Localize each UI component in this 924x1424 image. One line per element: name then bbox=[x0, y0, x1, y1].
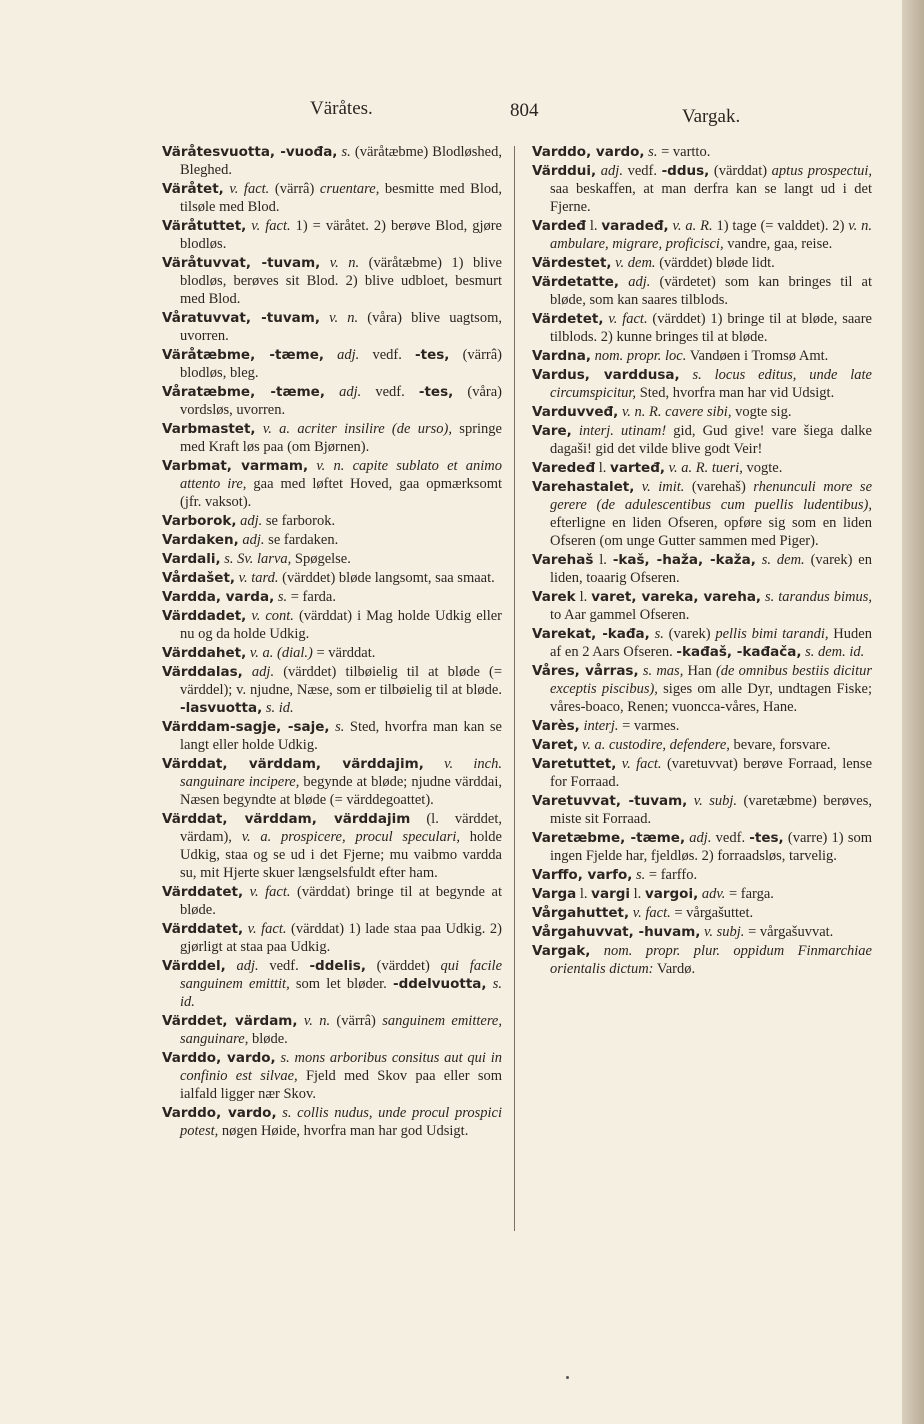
dictionary-entry bbox=[162, 217, 502, 253]
latin-gloss: s. bbox=[274, 589, 288, 605]
definition-text: Vandøen i Tromsø Amt. bbox=[686, 348, 829, 364]
header-left-guideword: Väråtes. bbox=[310, 98, 373, 119]
latin-gloss: s. bbox=[649, 626, 664, 642]
dictionary-entry bbox=[532, 162, 872, 216]
headword: Värddel, bbox=[162, 958, 226, 974]
latin-gloss: v. n. ambulare, migrare, proficisci, bbox=[550, 218, 872, 252]
dictionary-entry bbox=[162, 346, 502, 382]
latin-gloss: s. locus editus, unde late circumspicitur, bbox=[550, 367, 872, 401]
definition-text: (varek) en liden, toaarig Ofseren. bbox=[550, 552, 872, 586]
headword: Värddam-sagje, -saje, bbox=[162, 719, 330, 735]
dictionary-entry bbox=[162, 663, 502, 717]
dictionary-entry bbox=[162, 457, 502, 511]
definition-text: besmitte med Blod, tilsøle med Blod. bbox=[180, 181, 503, 215]
headword: varet, vareka, vareha, bbox=[591, 589, 762, 605]
definition-text: begynde at bløde; njudne värddai, Næsen begyndte at bløde (= värddegoattet). bbox=[180, 774, 502, 808]
definition-text: (värddet) bløde langsomt, saa smaat. bbox=[278, 570, 495, 586]
latin-gloss: s. collis nudus, unde procul prospici potest, bbox=[180, 1105, 502, 1139]
latin-gloss: adj. bbox=[236, 513, 263, 529]
headword: Vardeđ bbox=[532, 218, 586, 234]
definition-text: (värrâ) blodløs, bleg. bbox=[180, 347, 502, 381]
dictionary-entry bbox=[532, 478, 872, 550]
definition-text: vogte. bbox=[742, 460, 783, 476]
definition-text: l. bbox=[585, 218, 602, 234]
left-column bbox=[162, 143, 502, 1141]
definition-text: (väråtæbme) 1) blive blodløs, berøves sit Blod. 2) blive udbloet, besmurt med Blod. bbox=[180, 255, 502, 307]
dictionary-entry bbox=[162, 920, 502, 956]
headword: Väråtesvuotta, -vuođa, bbox=[162, 144, 338, 160]
definition-text: = farda. bbox=[287, 589, 336, 605]
dictionary-entry bbox=[532, 829, 872, 865]
definition-text: Spøgelse. bbox=[291, 551, 351, 567]
headword: Varbmat, varmam, bbox=[162, 458, 309, 474]
latin-gloss: v. tard. bbox=[235, 570, 279, 586]
latin-gloss: v. a. prospicere, procul speculari, bbox=[241, 829, 461, 845]
latin-gloss: sanguinem emittere, sanguinare, bbox=[180, 1013, 502, 1047]
definition-text: vedf. bbox=[359, 347, 416, 363]
headword: vargi bbox=[591, 886, 631, 902]
headword: Våratuvvat, -tuvam, bbox=[162, 310, 320, 326]
latin-gloss: adj. bbox=[324, 347, 360, 363]
headword: -ddelvuotta, bbox=[392, 976, 487, 992]
dictionary-entry bbox=[532, 736, 872, 754]
latin-gloss: v. fact. bbox=[243, 884, 291, 900]
headword: Varga bbox=[532, 886, 577, 902]
headword: Väråtæbme, -tæme, bbox=[162, 347, 324, 363]
latin-gloss: v. n. bbox=[297, 1013, 331, 1029]
dictionary-entry bbox=[532, 143, 872, 161]
headword: Varddo, vardo, bbox=[532, 144, 645, 160]
dictionary-entry bbox=[162, 309, 502, 345]
headword: Värddui, bbox=[532, 163, 597, 179]
definition-text: to Aar gammel Ofseren. bbox=[550, 607, 690, 623]
headword: Värddat, värddam, värddajim, bbox=[162, 756, 424, 772]
latin-gloss: adj. bbox=[324, 384, 362, 400]
running-header bbox=[160, 98, 760, 128]
headword: Vargak, bbox=[532, 943, 591, 959]
headword: Varddo, vardo, bbox=[162, 1105, 277, 1121]
latin-gloss: adj. bbox=[596, 163, 623, 179]
definition-text: (värddet) bbox=[365, 958, 441, 974]
headword: Väråtuvvat, -tuvam, bbox=[162, 255, 321, 271]
definition-text: l. bbox=[575, 589, 592, 605]
definition-text: gid, Gud give! vare šiega dalke dagaši! gid det vilde blive godt Veir! bbox=[550, 423, 872, 457]
dictionary-entry bbox=[162, 180, 502, 216]
definition-text: (värdetet) som kan bringes til at bløde, som kan saares tilblods. bbox=[550, 274, 872, 308]
dictionary-entry bbox=[162, 420, 502, 456]
headword: -ddelis, bbox=[309, 958, 366, 974]
definition-text: l. bbox=[630, 886, 645, 902]
headword: Väråtuttet, bbox=[162, 218, 247, 234]
headword: varadeđ, bbox=[601, 218, 669, 234]
definition-text: vandre, gaa, reise. bbox=[723, 236, 833, 252]
headword: Värdetet, bbox=[532, 311, 604, 327]
dictionary-entry bbox=[532, 422, 872, 458]
latin-gloss: s. mas, bbox=[638, 663, 688, 679]
headword: Vardus, varddusa, bbox=[532, 367, 680, 383]
definition-text: l. bbox=[595, 460, 611, 476]
latin-gloss: s. bbox=[337, 144, 351, 160]
right-column bbox=[532, 143, 872, 979]
headword: Varès, bbox=[532, 718, 580, 734]
latin-gloss: (de omnibus bestiis dicitur exceptis piscibus), bbox=[550, 663, 872, 697]
dictionary-entry bbox=[532, 625, 872, 661]
definition-text: vogte sig. bbox=[731, 404, 792, 420]
headword: Värddet, värdam, bbox=[162, 1013, 298, 1029]
definition-text: l. bbox=[593, 552, 613, 568]
latin-gloss: interj. utinam! bbox=[571, 423, 667, 439]
latin-gloss: v. fact. bbox=[246, 218, 291, 234]
latin-gloss: adj. bbox=[242, 664, 275, 680]
definition-text: se fardaken. bbox=[264, 532, 339, 548]
definition-text: = värddat. bbox=[312, 645, 376, 661]
definition-text: (varetuvvat) berøve Forraad, lense for Forraad. bbox=[550, 756, 872, 790]
definition-text: (varetæbme) berøves, miste sit Forraad. bbox=[550, 793, 872, 827]
ink-speck bbox=[566, 1376, 569, 1379]
definition-text: holde Udkig, staa og se ud i det Fjerne; mu vaibmo vardda su, mit Hjerte skuer længselsfuldt efter ham. bbox=[180, 829, 502, 881]
definition-text: vedf. bbox=[711, 830, 750, 846]
dictionary-entry bbox=[162, 531, 502, 549]
latin-gloss: v. n. capite sublato et animo attento ire, bbox=[180, 458, 503, 492]
headword: -tes, bbox=[749, 830, 784, 846]
headword: Varetuvvat, -tuvam, bbox=[532, 793, 688, 809]
definition-text: = vårgašuvvat. bbox=[744, 924, 834, 940]
definition-text: (värddat) i Mag holde Udkig eller nu og da holde Udkig. bbox=[180, 608, 502, 642]
page-edge bbox=[902, 0, 924, 1424]
headword: varteđ, bbox=[610, 460, 666, 476]
definition-text: = varmes. bbox=[618, 718, 680, 734]
definition-text: (värddet) bløde lidt. bbox=[655, 255, 775, 271]
latin-gloss: rhenunculi more se gerere (de adulescentibus cum puellis ludentibus), bbox=[550, 479, 873, 513]
latin-gloss: adj. bbox=[238, 532, 265, 548]
headword: Vare, bbox=[532, 423, 572, 439]
definition-text: = vårgašuttet. bbox=[670, 905, 754, 921]
dictionary-entry bbox=[162, 755, 502, 809]
dictionary-entry bbox=[162, 957, 502, 1011]
latin-gloss: v. cont. bbox=[246, 608, 294, 624]
latin-gloss: s. bbox=[329, 719, 345, 735]
dictionary-entry bbox=[162, 1049, 502, 1103]
definition-text: = farffo. bbox=[645, 867, 698, 883]
definition-text: (våra) blive uagtsom, uvorren. bbox=[180, 310, 502, 344]
latin-gloss: v. n. bbox=[319, 310, 359, 326]
headword: Varedeđ bbox=[532, 460, 596, 476]
latin-gloss: s. mons arboribus consitus aut qui in confinio est silvae, bbox=[180, 1050, 502, 1084]
dictionary-entry bbox=[532, 310, 872, 346]
headword: Värddalas, bbox=[162, 664, 243, 680]
definition-text: bløde. bbox=[248, 1031, 288, 1047]
headword: -tes, bbox=[418, 384, 454, 400]
definition-text: (väråtæbme) Blodløshed, Bleghed. bbox=[180, 144, 502, 178]
definition-text: nøgen Høide, hvorfra man har god Udsigt. bbox=[218, 1123, 469, 1139]
headword: -kađaš, -kađača, bbox=[676, 644, 802, 660]
dictionary-entry bbox=[162, 569, 502, 587]
headword: Varduvveđ, bbox=[532, 404, 619, 420]
latin-gloss: s. Sv. larva, bbox=[220, 551, 292, 567]
dictionary-entry bbox=[532, 942, 872, 978]
definition-text: Sted, hvorfra man har vid Udsigt. bbox=[636, 385, 835, 401]
latin-gloss: v. fact. bbox=[603, 311, 648, 327]
dictionary-entry bbox=[162, 810, 502, 882]
latin-gloss: nom. propr. loc. bbox=[591, 348, 687, 364]
dictionary-entry bbox=[532, 904, 872, 922]
column-divider bbox=[514, 146, 515, 1231]
dictionary-entry bbox=[532, 366, 872, 402]
dictionary-entry bbox=[162, 607, 502, 643]
latin-gloss: s. id. bbox=[262, 700, 294, 716]
dictionary-entry bbox=[532, 459, 872, 477]
latin-gloss: v. a. R. tueri, bbox=[665, 460, 743, 476]
definition-text: (värrâ) bbox=[330, 1013, 383, 1029]
definition-text: som let bløder. bbox=[289, 976, 393, 992]
definition-text: gaa med løftet Hoved, gaa opmærksomt (jfr. vaksot). bbox=[180, 476, 503, 510]
definition-text: Vardø. bbox=[653, 961, 696, 977]
latin-gloss: v. fact. bbox=[629, 905, 671, 921]
dictionary-entry bbox=[162, 1012, 502, 1048]
definition-text: = farga. bbox=[725, 886, 774, 902]
latin-gloss: s. bbox=[632, 867, 646, 883]
latin-gloss: cruentare, bbox=[319, 181, 380, 197]
dictionary-entry bbox=[532, 755, 872, 791]
latin-gloss: adv. bbox=[698, 886, 726, 902]
definition-text: (varre) 1) som ingen Fjelde har, fjeldløs. 2) forraadsløs, tarvelig. bbox=[550, 830, 873, 864]
headword: Vardaken, bbox=[162, 532, 239, 548]
headword: Varehastalet, bbox=[532, 479, 635, 495]
definition-text: (våra) vordsløs, uvorren. bbox=[180, 384, 502, 418]
headword: Värddatet, bbox=[162, 921, 244, 937]
latin-gloss: v. n. R. cavere sibi, bbox=[618, 404, 732, 420]
dictionary-entry bbox=[162, 1104, 502, 1140]
dictionary-entry bbox=[532, 588, 872, 624]
definition-text: (värddat) bringe til at begynde at bløde. bbox=[180, 884, 502, 918]
dictionary-entry bbox=[162, 383, 502, 419]
latin-gloss: v. a. (dial.) bbox=[246, 645, 313, 661]
dictionary-entry bbox=[162, 550, 502, 568]
headword: Värdetatte, bbox=[532, 274, 620, 290]
headword: Varetæbme, -tæme, bbox=[532, 830, 686, 846]
definition-text: bevare, forsvare. bbox=[729, 737, 831, 753]
latin-gloss: v. fact. bbox=[223, 181, 270, 197]
definition-text: (varehaš) bbox=[684, 479, 754, 495]
latin-gloss: nom. propr. plur. oppidum Finmarchiae orientalis dictum: bbox=[550, 943, 872, 977]
definition-text: (värddat) 1) lade staa paa Udkig. 2) gjørligt at staa paa Udkig. bbox=[180, 921, 503, 955]
dictionary-entry bbox=[162, 588, 502, 606]
latin-gloss: v. inch. sanguinare incipere, bbox=[180, 756, 502, 790]
headword: -ddus, bbox=[661, 163, 710, 179]
latin-gloss: s. dem. id. bbox=[801, 644, 865, 660]
headword: Vardda, varda, bbox=[162, 589, 275, 605]
definition-text: = vartto. bbox=[657, 144, 711, 160]
headword: Varet, bbox=[532, 737, 579, 753]
latin-gloss: v. imit. bbox=[634, 479, 685, 495]
headword: -lasvuotta, bbox=[180, 700, 263, 716]
dictionary-entry bbox=[532, 662, 872, 716]
dictionary-entry bbox=[532, 273, 872, 309]
definition-text: 1) = väråtet. 2) berøve Blod, gjøre blodløs. bbox=[180, 218, 502, 252]
dictionary-entry bbox=[162, 143, 502, 179]
latin-gloss: interj. bbox=[579, 718, 619, 734]
definition-text: siges om alle Dyr, undtagen Fiske; våres-boaco, Renen; vuonccа-våres, Hane. bbox=[550, 681, 872, 715]
latin-gloss: s. dem. bbox=[755, 552, 805, 568]
dictionary-entry bbox=[532, 923, 872, 941]
latin-gloss: v. a. R. bbox=[668, 218, 713, 234]
latin-gloss: v. fact. bbox=[243, 921, 287, 937]
dictionary-entry bbox=[532, 551, 872, 587]
dictionary-entry bbox=[162, 718, 502, 754]
dictionary-entry bbox=[162, 254, 502, 308]
definition-text: Huden af en 2 Aars Ofseren. bbox=[550, 626, 872, 660]
headword: Vardali, bbox=[162, 551, 221, 567]
dictionary-entry bbox=[532, 254, 872, 272]
definition-text: vedf. bbox=[361, 384, 419, 400]
latin-gloss: adj. bbox=[685, 830, 712, 846]
latin-gloss: qui facile sanguinem emittit, bbox=[180, 958, 503, 992]
headword: Värddahet, bbox=[162, 645, 247, 661]
dictionary-entry bbox=[532, 217, 872, 253]
definition-text: 1) tage (= valddet). 2) bbox=[712, 218, 849, 234]
headword: Varekat, -kađa, bbox=[532, 626, 650, 642]
headword: -tes, bbox=[415, 347, 450, 363]
latin-gloss: v. subj. bbox=[687, 793, 738, 809]
definition-text: vedf. bbox=[258, 958, 310, 974]
headword: Våratæbme, -tæme, bbox=[162, 384, 325, 400]
latin-gloss: v. a. custodire, defendere, bbox=[578, 737, 730, 753]
latin-gloss: adj. bbox=[225, 958, 259, 974]
headword: Väråtet, bbox=[162, 181, 224, 197]
dictionary-entry bbox=[532, 866, 872, 884]
definition-text: saa beskaffen, at man derfra kan se langt ud i det Fjerne. bbox=[550, 181, 872, 215]
latin-gloss: aptus prospectui, bbox=[771, 163, 873, 179]
definition-text: (värddet) 1) bringe til at bløde, saare tilblods. 2) kunne bringes til at bløde. bbox=[550, 311, 872, 345]
latin-gloss: v. fact. bbox=[616, 756, 662, 772]
definition-text: (varek) bbox=[663, 626, 716, 642]
header-right-guideword: Vargak. bbox=[682, 106, 741, 127]
definition-text: l. bbox=[576, 886, 592, 902]
headword: Värddatet, bbox=[162, 884, 244, 900]
dictionary-entry bbox=[532, 885, 872, 903]
latin-gloss: s. tarandus bimus, bbox=[761, 589, 873, 605]
headword: Varetuttet, bbox=[532, 756, 617, 772]
headword: vargoi, bbox=[644, 886, 699, 902]
dictionary-entry bbox=[532, 347, 872, 365]
definition-text: (värddet) tilbøielig til at bløde (= värddel); v. njudne, Næse, som er tilbøielig til at bløde. bbox=[180, 664, 503, 698]
dictionary-entry bbox=[162, 644, 502, 662]
headword: Varbmastet, bbox=[162, 421, 256, 437]
definition-text: (värrâ) bbox=[269, 181, 320, 197]
definition-text: vedf. bbox=[622, 163, 662, 179]
headword: Vårgahuvvat, -huvam, bbox=[532, 924, 701, 940]
dictionary-entry bbox=[532, 717, 872, 735]
latin-gloss: pellis bimi tarandi, bbox=[715, 626, 829, 642]
dictionary-entry bbox=[532, 792, 872, 828]
headword: Varehaš bbox=[532, 552, 594, 568]
definition-text: efterligne en liden Ofseren, opføre sig som en liden Ofseren (om unge Gutter sammen med Piger). bbox=[550, 515, 872, 549]
headword: Vårgahuttet, bbox=[532, 905, 630, 921]
latin-gloss: s. bbox=[644, 144, 658, 160]
headword: Värddat, värddam, värddajim bbox=[162, 811, 411, 827]
definition-text: (l. värddet, värdam), bbox=[180, 811, 502, 845]
headword: Värdestet, bbox=[532, 255, 612, 271]
latin-gloss: v. subj. bbox=[700, 924, 745, 940]
latin-gloss: v. n. bbox=[320, 255, 360, 271]
headword: Varddo, vardo, bbox=[162, 1050, 276, 1066]
headword: Värddadet, bbox=[162, 608, 247, 624]
definition-text: Fjeld med Skov paa eller som ialfald ligger nær Skov. bbox=[180, 1068, 503, 1102]
definition-text: Han bbox=[687, 663, 716, 679]
latin-gloss: s. id. bbox=[180, 976, 502, 1010]
headword: Varborok, bbox=[162, 513, 237, 529]
headword: Varek bbox=[532, 589, 576, 605]
headword: -kaš, -haža, -kaža, bbox=[612, 552, 756, 568]
dictionary-entry bbox=[532, 403, 872, 421]
latin-gloss: v. a. acriter insilire (de urso), bbox=[255, 421, 452, 437]
dictionary-entry bbox=[162, 883, 502, 919]
definition-text: (värddat) bbox=[709, 163, 772, 179]
definition-text: Sted, hvorfra man kan se langt eller holde Udkig. bbox=[180, 719, 502, 753]
headword: Varffo, varfo, bbox=[532, 867, 633, 883]
headword: Vårdašet, bbox=[162, 570, 236, 586]
headword: Våres, vårras, bbox=[532, 663, 639, 679]
definition-text: springe med Kraft løs paa (om Bjørnen). bbox=[180, 421, 502, 455]
latin-gloss: adj. bbox=[619, 274, 651, 290]
headword: Vardna, bbox=[532, 348, 591, 364]
definition-text: se farborok. bbox=[262, 513, 336, 529]
latin-gloss: v. dem. bbox=[611, 255, 656, 271]
page-number: 804 bbox=[510, 100, 539, 121]
dictionary-entry bbox=[162, 512, 502, 530]
